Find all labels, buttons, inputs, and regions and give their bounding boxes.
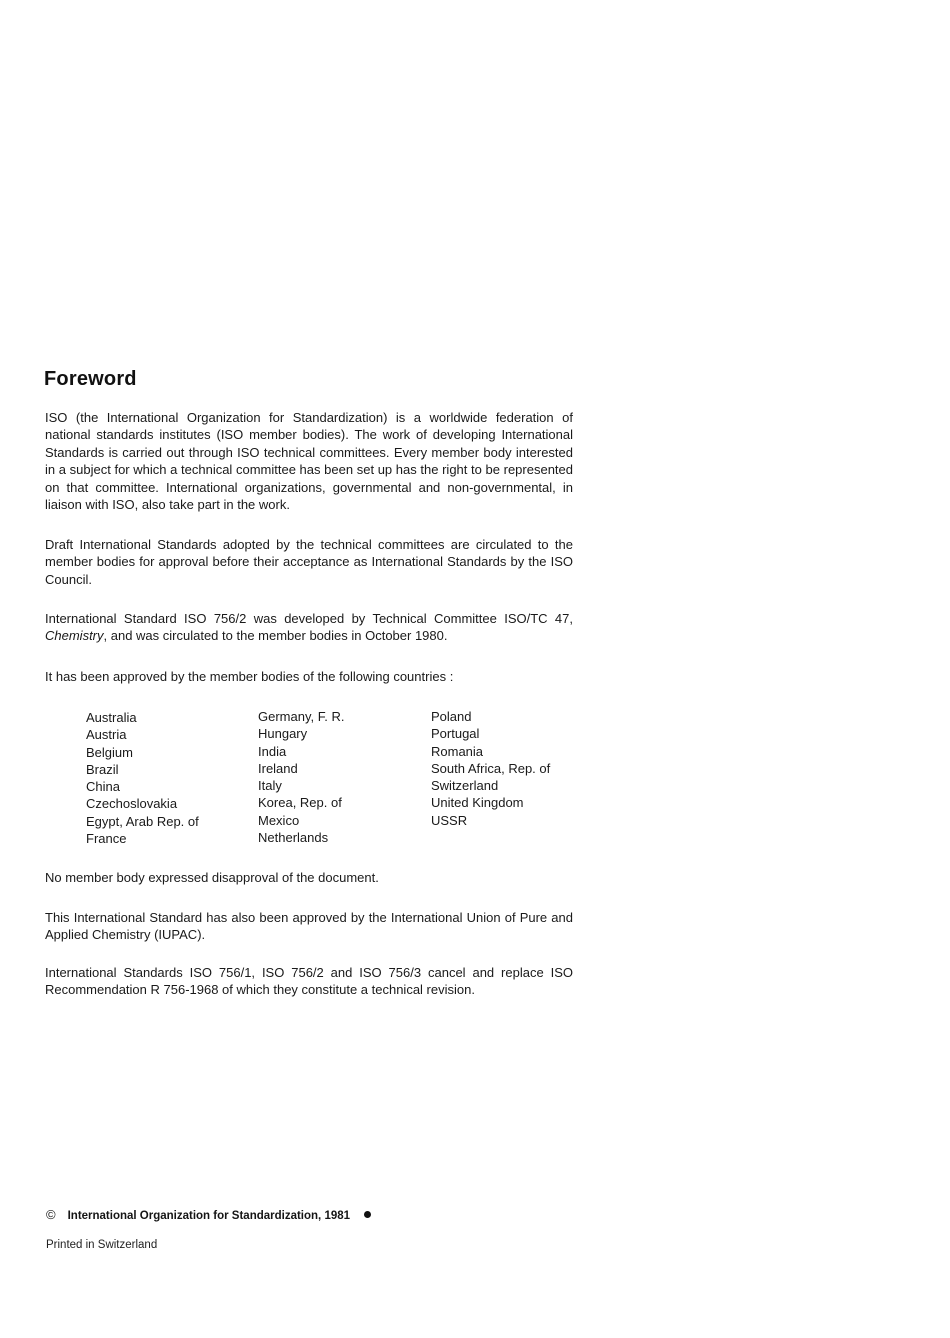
development-text: International Standard ISO 756/2 was developed by Technical Committee ISO/TC 47, — [45, 611, 573, 626]
country-item: China — [86, 779, 120, 795]
copyright-line — [46, 1207, 371, 1222]
country-item: Czechoslovakia — [86, 796, 178, 812]
country-item: Netherlands — [258, 830, 329, 846]
country-item: Portugal — [431, 726, 480, 742]
country-column-3 — [431, 708, 550, 829]
country-item: Belgium — [86, 744, 133, 760]
printed-in-note: Printed in Switzerland — [46, 1239, 158, 1251]
paragraph-revision-note: International Standards ISO 756/1, ISO 756/2 and ISO 756/3 cancel and replace ISO Recommendation R 756-1968 of which they constitute a technical revision. — [45, 965, 573, 998]
country-item: Korea, Rep. of — [258, 795, 342, 811]
country-item: Italy — [258, 778, 282, 794]
country-item: Ireland — [258, 760, 298, 776]
country-item: Romania — [431, 743, 484, 759]
country-item: Austria — [86, 727, 127, 743]
country-item: Germany, F. R. — [258, 709, 345, 724]
paragraph-development — [45, 610, 573, 645]
country-item: France — [86, 831, 127, 847]
country-item: Switzerland — [431, 778, 499, 794]
country-column-2 — [258, 708, 344, 846]
paragraph-draft-standards: Draft International Standards adopted by the technical committees are circulated to the member bodies for approval before their acceptance as International Standards by the ISO Council. — [45, 537, 573, 587]
bullet-icon — [364, 1211, 371, 1218]
country-item: Brazil — [86, 761, 119, 777]
country-item: USSR — [431, 812, 468, 828]
country-item: Poland — [431, 709, 472, 724]
country-item: India — [258, 743, 287, 759]
country-item: Australia — [86, 710, 137, 725]
country-item: Egypt, Arab Rep. of — [86, 813, 199, 829]
copyright-text: International Organization for Standardization, 1981 — [67, 1210, 351, 1222]
paragraph-iso-description: ISO (the International Organization for Standardization) is a worldwide federation of national standards institutes (ISO member bodies). The work of developing International Standards is carried out through ISO technical committees. Every member body interested in a subject for which a technical committee has been set up has the right to be represented on that committee. International organizations, governmental and non-governmental, in liaison with ISO, also take part in the work. — [45, 410, 573, 513]
paragraph-no-disapproval: No member body expressed disapproval of the document. — [45, 870, 379, 885]
development-text-end: , and was circulated to the member bodies in October 1980. — [103, 628, 448, 644]
country-item: South Africa, Rep. of — [431, 760, 551, 776]
paragraph-iupac-approval: This International Standard has also been approved by the International Union of Pure and Applied Chemistry (IUPAC). — [45, 910, 573, 943]
country-item: Mexico — [258, 812, 300, 828]
country-column-1 — [86, 709, 199, 847]
committee-name: Chemistry — [45, 628, 104, 644]
copyright-icon: © — [46, 1207, 56, 1222]
page-title: Foreword — [44, 368, 137, 390]
country-item: Hungary — [258, 726, 308, 742]
country-item: United Kingdom — [431, 795, 524, 811]
paragraph-approval-intro: It has been approved by the member bodies of the following countries : — [45, 669, 454, 684]
